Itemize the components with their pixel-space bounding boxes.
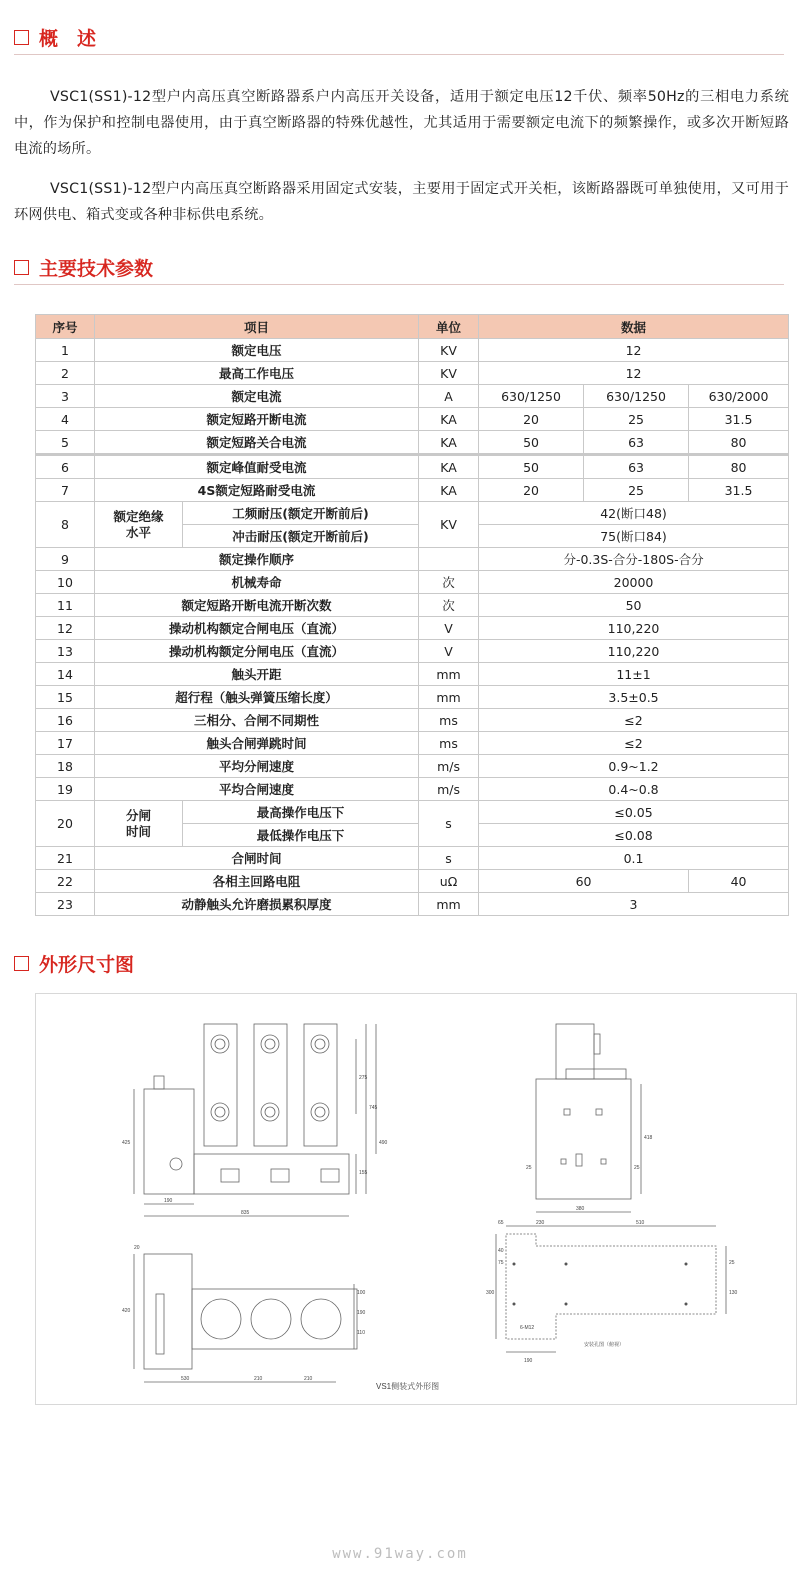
row-item: 操动机构额定合闸电压（直流） [95,617,419,640]
row-unit: KA [419,431,479,455]
row-value: 50 [479,455,584,479]
checkbox-icon [14,956,29,971]
row-unit: V [419,617,479,640]
row-item: 动静触头允许磨损累积厚度 [95,893,419,916]
row-item: 额定峰值耐受电流 [95,455,419,479]
table-row [36,640,789,663]
table-row [36,893,789,916]
table-row [36,801,789,824]
row-value: 3.5±0.5 [479,686,789,709]
row-no: 11 [36,594,95,617]
row-value: 75(断口84) [479,525,789,548]
row-unit [419,548,479,571]
row-no: 8 [36,502,95,548]
row-unit: KV [419,362,479,385]
row-no: 23 [36,893,95,916]
row-no: 4 [36,408,95,431]
row-value: 0.4~0.8 [479,778,789,801]
section-title-overview [14,24,96,51]
row-item: 超行程（触头弹簧压缩长度） [95,686,419,709]
row-no: 17 [36,732,95,755]
row-unit: KA [419,408,479,431]
specs-title: 主要技术参数 [39,258,154,280]
row-unit: 次 [419,571,479,594]
dim-label: 418 [644,1135,653,1141]
row-value: 分-0.3S-合分-180S-合分 [479,548,789,571]
row-unit: KA [419,479,479,502]
row-no: 9 [36,548,95,571]
row-unit: s [419,801,479,847]
section-title-specs [14,254,153,281]
dim-label: 420 [122,1308,131,1314]
row-value: 80 [689,431,789,455]
row-no: 3 [36,385,95,408]
table-row [36,548,789,571]
table-row [36,479,789,502]
row-unit: KA [419,455,479,479]
row-value: 3 [479,893,789,916]
table-row [36,571,789,594]
outline-drawing-svg [36,994,796,1404]
install-hole-label: 安装孔图（俯视） [584,1342,625,1348]
row-value: 31.5 [689,408,789,431]
header-unit: 单位 [419,315,479,339]
spec-table [35,314,789,916]
title-divider [14,54,784,55]
row-group: 分闸时间 [95,801,183,847]
row-value: 20 [479,408,584,431]
row-no: 5 [36,431,95,455]
row-value: 25 [584,479,689,502]
row-value: 630/1250 [584,385,689,408]
row-item: 额定电压 [95,339,419,362]
table-row [36,870,789,893]
row-value: 50 [479,431,584,455]
dim-label: 110 [357,1330,365,1336]
row-unit: KV [419,339,479,362]
table-header-row [36,315,789,339]
dim-label: 6-M12 [520,1325,535,1331]
row-no: 15 [36,686,95,709]
row-value: 80 [689,455,789,479]
row-item: 额定短路开断电流开断次数 [95,594,419,617]
row-value: 630/1250 [479,385,584,408]
dim-label: 530 [181,1376,190,1382]
row-value: 110,220 [479,617,789,640]
dim-label: 425 [122,1140,131,1146]
table-row [36,847,789,870]
dim-label: 25 [729,1260,735,1266]
table-row [36,663,789,686]
header-item: 项目 [95,315,419,339]
table-row [36,594,789,617]
row-unit: A [419,385,479,408]
row-no: 7 [36,479,95,502]
row-value: ≤2 [479,732,789,755]
row-no: 20 [36,801,95,847]
dim-label: 40 [498,1248,504,1254]
row-value: 0.1 [479,847,789,870]
row-unit: s [419,847,479,870]
table-row [36,709,789,732]
row-no: 22 [36,870,95,893]
table-row [36,617,789,640]
dim-label: 510 [636,1220,645,1226]
dim-label: 835 [241,1210,250,1216]
row-item: 触头开距 [95,663,419,686]
row-no: 16 [36,709,95,732]
dim-label: 65 [498,1220,504,1226]
section-title-drawing [14,950,134,977]
row-no: 21 [36,847,95,870]
row-unit: mm [419,663,479,686]
row-no: 14 [36,663,95,686]
dim-label: 190 [524,1358,533,1364]
table-row [36,455,789,479]
table-row [36,755,789,778]
row-value: 40 [689,870,789,893]
dim-label: 490 [379,1140,388,1146]
row-value: 12 [479,339,789,362]
row-unit: uΩ [419,870,479,893]
row-value: 50 [479,594,789,617]
overview-title: 概 述 [39,28,97,50]
dim-label: 190 [357,1310,366,1316]
dim-label: 230 [536,1220,545,1226]
table-row [36,362,789,385]
row-item: 最高工作电压 [95,362,419,385]
table-row [36,385,789,408]
table-row [36,778,789,801]
table-row [36,732,789,755]
row-no: 10 [36,571,95,594]
header-no: 序号 [36,315,95,339]
watermark: www.91way.com [332,1546,468,1562]
table-row [36,339,789,362]
dim-label: 380 [576,1206,585,1212]
row-unit: mm [419,686,479,709]
row-item: 各相主回路电阻 [95,870,419,893]
dim-label: 210 [254,1376,263,1382]
row-value: 0.9~1.2 [479,755,789,778]
row-unit: m/s [419,778,479,801]
row-no: 13 [36,640,95,663]
table-row [36,431,789,455]
drawing-title: 外形尺寸图 [39,954,135,976]
row-item: 合闸时间 [95,847,419,870]
row-value: 63 [584,455,689,479]
drawing-caption: VS1侧装式外形图 [376,1382,440,1391]
row-item: 工频耐压(额定开断前后) [183,502,419,525]
row-item: 最高操作电压下 [183,801,419,824]
table-row [36,502,789,525]
row-item: 额定操作顺序 [95,548,419,571]
dim-label: 745 [369,1105,378,1111]
dim-label: 75 [498,1260,504,1266]
dim-label: 155 [359,1170,368,1176]
header-data: 数据 [479,315,789,339]
row-item: 平均合闸速度 [95,778,419,801]
row-value: 20000 [479,571,789,594]
row-item: 触头合闸弹跳时间 [95,732,419,755]
row-value: 42(断口48) [479,502,789,525]
row-value: ≤0.08 [479,824,789,847]
row-group: 额定绝缘水平 [95,502,183,548]
row-item: 平均分闸速度 [95,755,419,778]
row-unit: m/s [419,755,479,778]
row-value: 63 [584,431,689,455]
row-item: 4S额定短路耐受电流 [95,479,419,502]
row-item: 额定短路开断电流 [95,408,419,431]
dim-label: 210 [304,1376,313,1382]
row-no: 12 [36,617,95,640]
dim-label: 300 [486,1290,495,1296]
row-item: 最低操作电压下 [183,824,419,847]
table-row [36,408,789,431]
dim-label: 275 [359,1075,368,1081]
dim-label: 25 [634,1165,640,1171]
row-value: 12 [479,362,789,385]
dimension-drawing [35,993,797,1405]
row-value: 11±1 [479,663,789,686]
dim-label: 100 [357,1290,366,1296]
row-no: 6 [36,455,95,479]
row-unit: ms [419,732,479,755]
overview-paragraph-1: VSC1(SS1)-12型户内高压真空断路器系户内高压开关设备，适用于额定电压12千伏、频率50Hz的三相电力系统中，作为保护和控制电器使用，由于真空断路器的特殊优越性，尤其适用于需要额定电流下的频繁操作，或多次开断短路电流的场所。 [14,89,789,157]
row-item: 额定电流 [95,385,419,408]
row-unit: 次 [419,594,479,617]
title-divider [14,284,784,285]
row-value: ≤2 [479,709,789,732]
row-no: 18 [36,755,95,778]
table-row [36,686,789,709]
row-item: 三相分、合闸不同期性 [95,709,419,732]
row-no: 1 [36,339,95,362]
row-item: 冲击耐压(额定开断前后) [183,525,419,548]
dimension-labels [122,1075,738,1391]
row-no: 19 [36,778,95,801]
dim-label: 130 [729,1290,738,1296]
row-unit: V [419,640,479,663]
checkbox-icon [14,30,29,45]
row-value: 31.5 [689,479,789,502]
checkbox-icon [14,260,29,275]
row-no: 2 [36,362,95,385]
row-value: 25 [584,408,689,431]
row-item: 操动机构额定分闸电压（直流） [95,640,419,663]
overview-paragraph-2: VSC1(SS1)-12型户内高压真空断路器采用固定式安装，主要用于固定式开关柜，该断路器既可单独使用，又可用于环网供电、箱式变或各种非标供电系统。 [14,181,789,223]
row-unit: KV [419,502,479,548]
dim-label: 20 [134,1245,140,1251]
dim-label: 190 [164,1198,173,1204]
dim-label: 25 [526,1165,532,1171]
row-unit: mm [419,893,479,916]
row-value: 110,220 [479,640,789,663]
row-value: 20 [479,479,584,502]
row-value: ≤0.05 [479,801,789,824]
row-item: 额定短路关合电流 [95,431,419,455]
row-item: 机械寿命 [95,571,419,594]
row-unit: ms [419,709,479,732]
row-value: 60 [479,870,689,893]
row-value: 630/2000 [689,385,789,408]
